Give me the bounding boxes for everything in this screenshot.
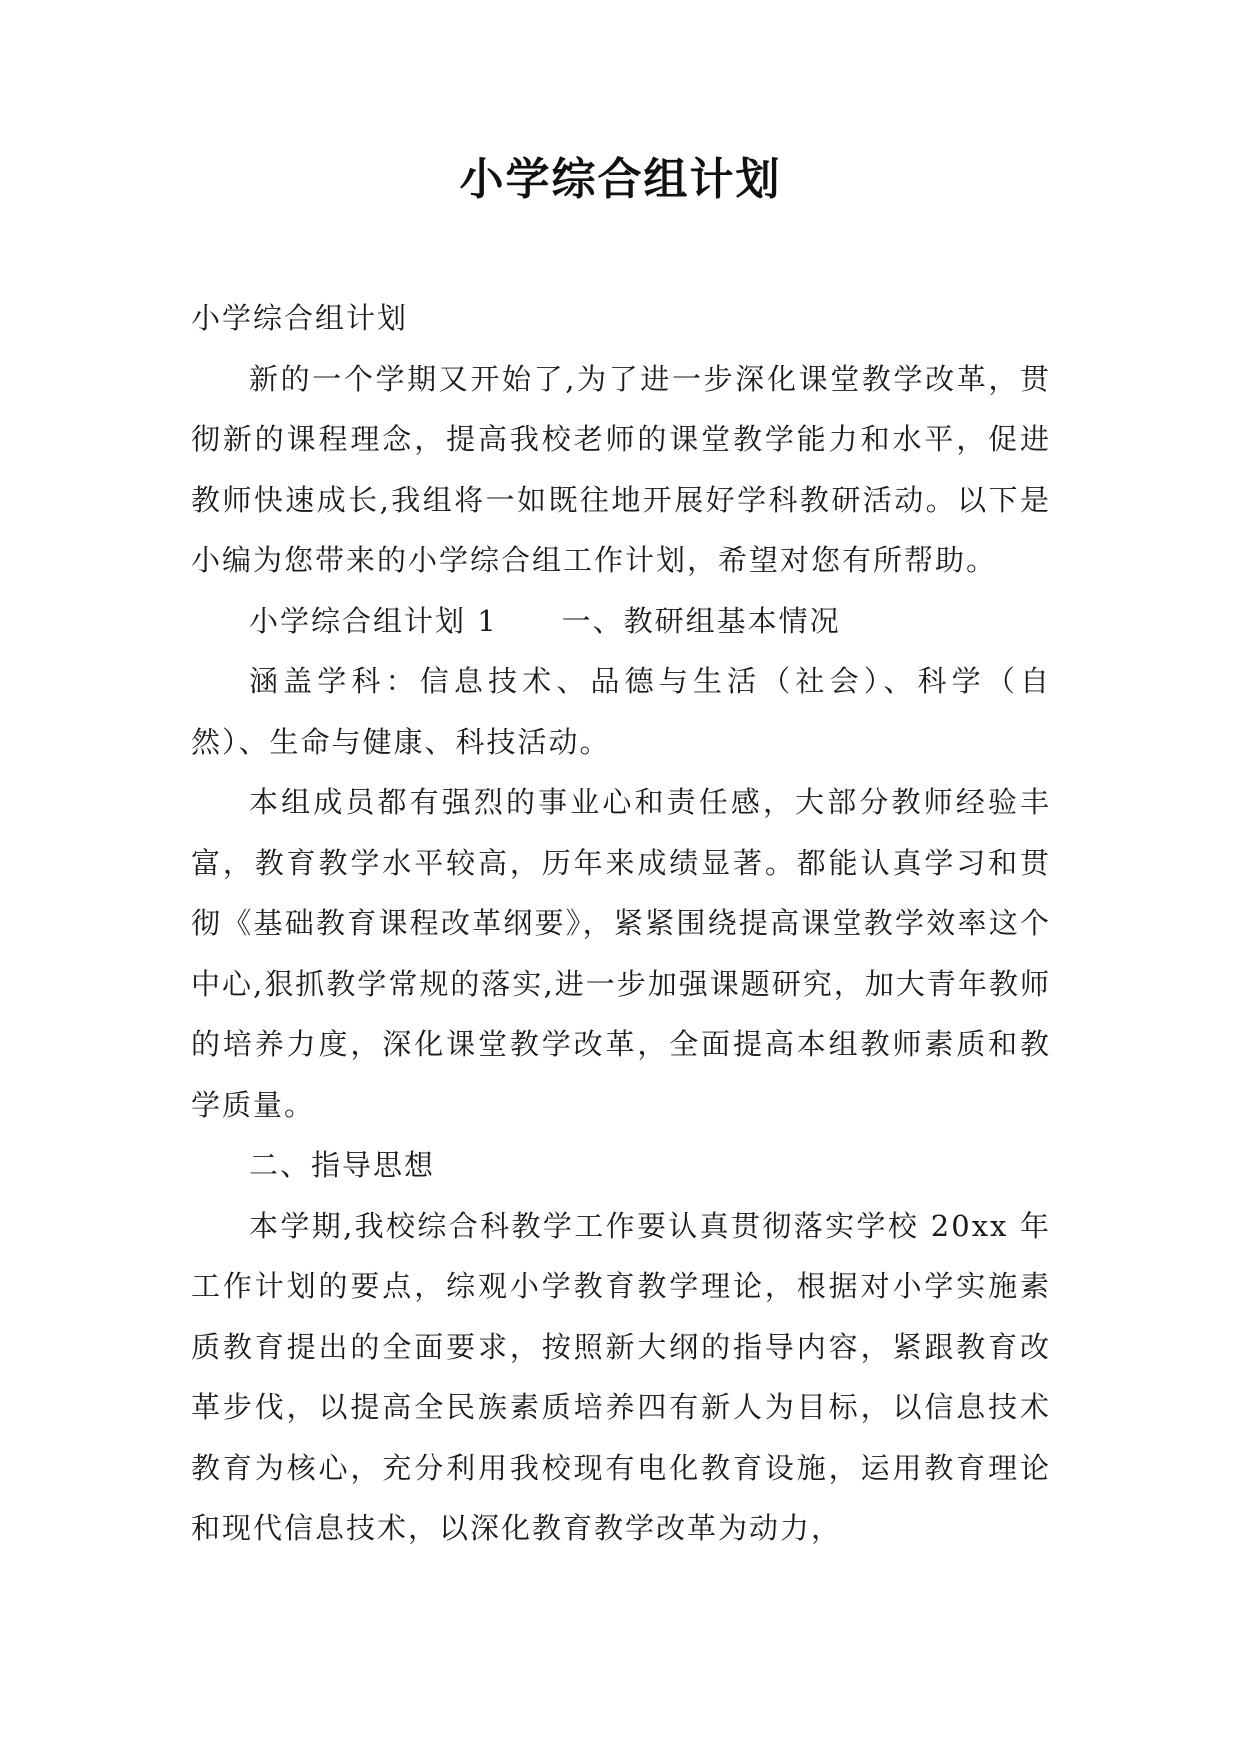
paragraph-plan-heading [191,591,1051,652]
section-one-heading: 一、教研组基本情况 [561,603,841,638]
paragraph-intro: 新的一个学期又开始了,为了进一步深化课堂教学改革，贯彻新的课程理念，提高我校老师的课堂教学能力和水平，促进教师快速成长,我组将一如既往地开展好学科教研活动。以下是小编为您带来的小学综合组工作计划，希望对您有所帮助。 [191,361,1051,577]
paragraph-members: 本组成员都有强烈的事业心和责任感，大部分教师经验丰富，教育教学水平较高，历年来成绩显著。都能认真学习和贯彻《基础教育课程改革纲要》，紧紧围绕提高课堂教学效率这个中心,狠抓教学常规的落实,进一步加强课题研究，加大青年教师的培养力度，深化课堂教学改革，全面提高本组教师素质和教学质量。 [191,785,1051,1122]
paragraph-guidance: 本学期,我校综合科教学工作要认真贯彻落实学校 20xx 年工作计划的要点，综观小学教育教学理论，根据对小学实施素质教育提出的全面要求，按照新大纲的指导内容，紧跟教育改革步伐，以提高全民族素质培养四有新人为目标，以信息技术教育为核心，充分利用我校现有电化教育设施，运用教育理论和现代信息技术，以深化教育教学改革为动力， [191,1208,1051,1545]
document-title: 小学综合组计划 [459,154,782,205]
paragraph-subjects: 涵盖学科：信息技术、品德与生活（社会）、科学（自然）、生命与健康、科技活动。 [191,664,1051,759]
plan-number-label: 小学综合组计划 1 [249,603,498,638]
paragraph-heading: 小学综合组计划 [191,301,409,335]
section-two-heading: 二、指导思想 [249,1148,436,1182]
document-body [191,288,1051,1559]
